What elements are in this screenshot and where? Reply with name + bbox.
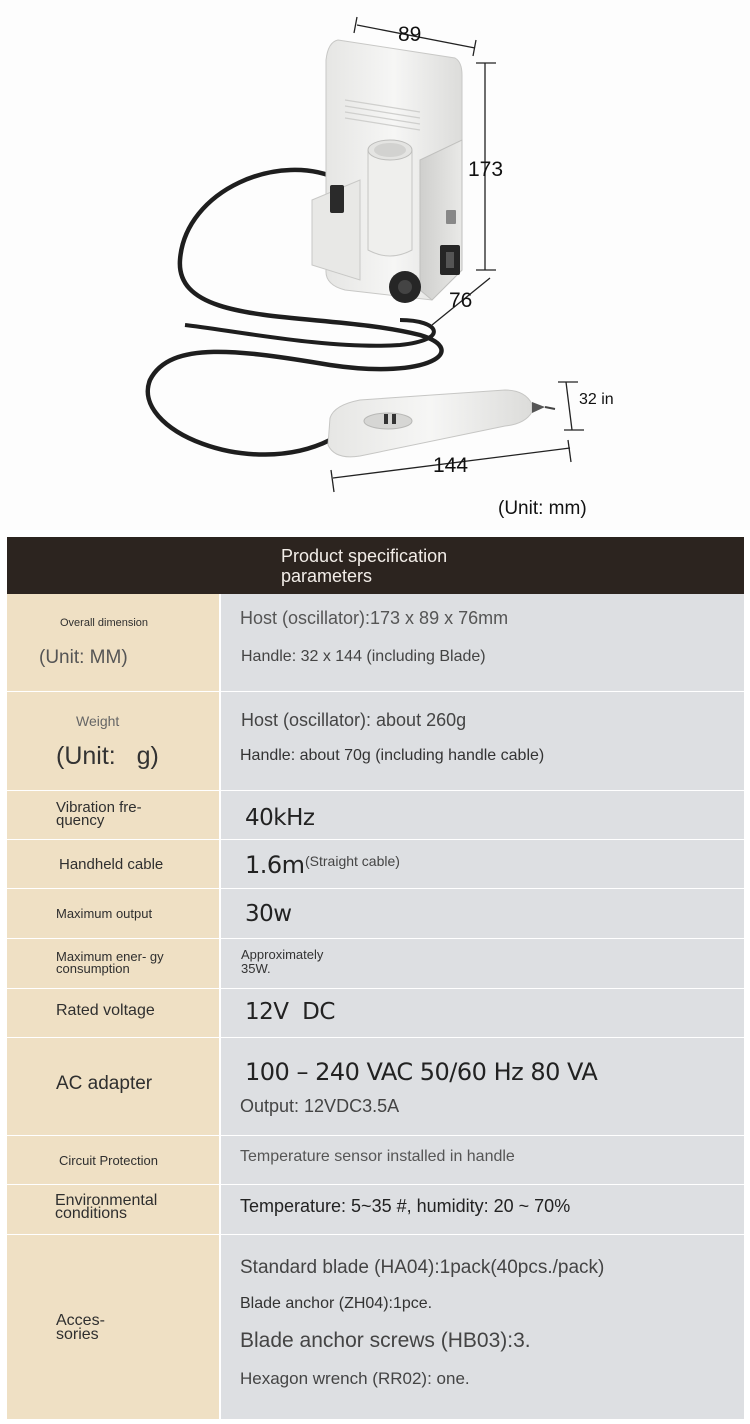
circuit-protection-value: Temperature sensor installed in handle — [240, 1148, 515, 1165]
row-divider — [7, 938, 744, 939]
handle-thickness-dimension: 32 in — [579, 391, 614, 408]
unit-note: (Unit: mm) — [498, 498, 587, 519]
row-label-unit-mm: (Unit: MM) — [39, 647, 128, 668]
host-dimension-value: Host (oscillator):173 x 89 x 76mm — [240, 608, 509, 628]
row-label-vibration-frequency: Vibration fre- quency — [56, 799, 142, 829]
row-divider — [7, 1135, 744, 1136]
row-label-handheld-cable: Handheld cable — [59, 856, 164, 873]
depth-dimension: 76 — [449, 289, 473, 312]
accessory-blade-anchor: Blade anchor (ZH04):1pce. — [240, 1295, 433, 1312]
row-divider — [7, 691, 744, 692]
column-divider — [219, 594, 221, 1419]
handle-weight-value: Handle: about 70g (including handle cable) — [240, 747, 545, 764]
row-label-rated-voltage: Rated voltage — [56, 1002, 155, 1019]
row-divider — [7, 988, 744, 989]
product-figure — [0, 0, 750, 530]
accessory-standard-blade: Standard blade (HA04):1pack(40pcs./pack) — [240, 1257, 605, 1278]
cable-length-value: 1.6m — [245, 851, 305, 879]
row-divider — [7, 839, 744, 840]
row-label-maximum-output: Maximum output — [56, 906, 153, 921]
host-weight-value: Host (oscillator): about 260g — [241, 710, 467, 730]
accessory-blade-anchor-screws: Blade anchor screws (HB03):3. — [240, 1329, 531, 1352]
row-label-overall-dimension: Overall dimension — [60, 617, 149, 629]
row-label-maximum-energy-consumption: Maximum ener- gy consumption — [56, 949, 164, 976]
spec-table — [7, 537, 744, 1419]
environmental-conditions-value: Temperature: 5~35 #, humidity: 20 ~ 70% — [240, 1196, 571, 1216]
cable-type-value: (Straight cable) — [305, 853, 400, 869]
spec-table-title: Product specification parameters — [281, 546, 448, 586]
row-divider — [7, 888, 744, 889]
row-divider — [7, 1037, 744, 1038]
energy-consumption-value: Approximately 35W. — [241, 947, 324, 976]
maximum-output-value: 30w — [245, 901, 292, 927]
row-label-ac-adapter: AC adapter — [56, 1073, 153, 1094]
ac-adapter-output-value: Output: 12VDC3.5A — [240, 1096, 400, 1116]
vibration-frequency-value: 40kHz — [245, 805, 315, 831]
row-label-weight: Weight — [76, 713, 120, 729]
row-divider — [7, 1234, 744, 1235]
spec-table-header — [7, 537, 744, 594]
row-label-accessories: Acces- sories — [56, 1312, 105, 1343]
handle-dimension-value: Handle: 32 x 144 (including Blade) — [241, 648, 486, 665]
row-label-unit-g: (Unit: g) — [56, 742, 159, 770]
device-illustration — [0, 0, 750, 530]
ac-adapter-input-value: 100 – 240 VAC 50/60 Hz 80 VA — [245, 1058, 598, 1086]
row-divider — [7, 1184, 744, 1185]
row-label-environmental-conditions: Environmental conditions — [55, 1192, 158, 1222]
accessory-hexagon-wrench: Hexagon wrench (RR02): one. — [240, 1369, 470, 1388]
width-dimension: 89 — [398, 23, 422, 46]
handle-length-dimension: 144 — [433, 454, 469, 477]
height-dimension: 173 — [468, 158, 504, 181]
row-divider — [7, 790, 744, 791]
rated-voltage-value: 12V DC — [245, 999, 335, 1025]
row-label-circuit-protection: Circuit Protection — [59, 1153, 158, 1168]
